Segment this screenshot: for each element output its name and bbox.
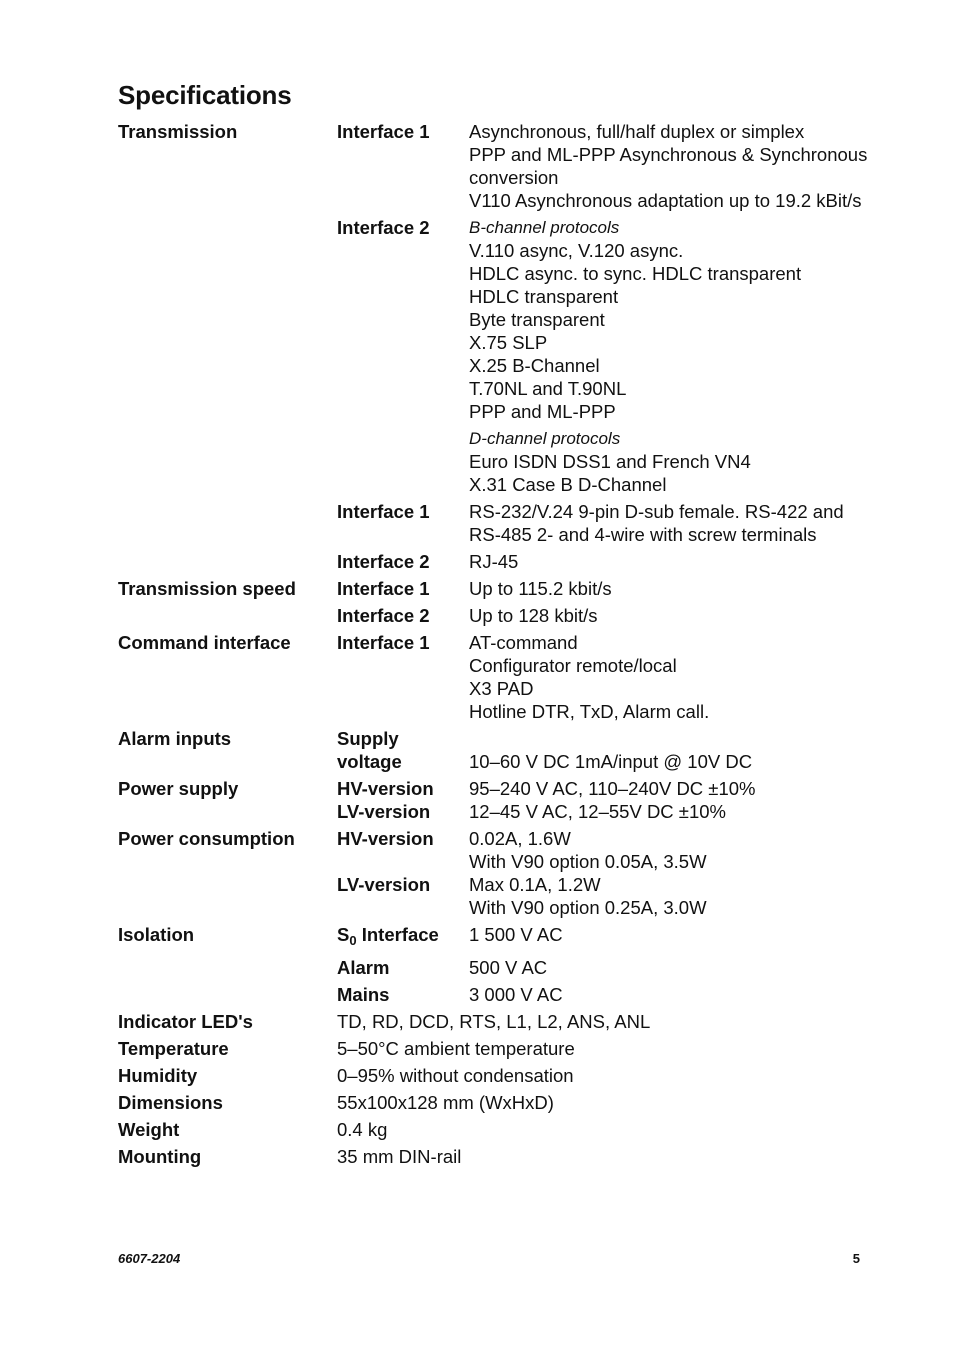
footer-doc-number: 6607-2204 [118, 1251, 181, 1266]
spec-row-transmission-interface-2 [118, 216, 868, 496]
spec-value [469, 216, 868, 496]
spec-category: Humidity [118, 1065, 198, 1086]
spec-row-humidity [118, 1064, 868, 1087]
spec-value-line: V110 Asynchronous adaptation up to 19.2 kBit/s [469, 190, 862, 211]
spec-value-line: T.70NL and T.90NL [469, 378, 627, 399]
spec-subcategory-line: Supply [337, 728, 399, 749]
s0-label-sub: 0 [349, 933, 357, 948]
spec-value: RJ-45 [469, 551, 519, 572]
spec-value: TD, RD, DCD, RTS, L1, L2, ANS, ANL [337, 1011, 651, 1032]
spec-value [469, 500, 868, 546]
spec-value: 35 mm DIN-rail [337, 1146, 462, 1167]
spacer-line [469, 727, 868, 750]
spec-subcategory-line: HV-version [337, 778, 434, 799]
spec-category: Command interface [118, 632, 291, 653]
spec-value-line: Configurator remote/local [469, 655, 677, 676]
spec-value [469, 727, 868, 773]
spec-value: 0.4 kg [337, 1119, 388, 1140]
spec-value-line: Max 0.1A, 1.2W [469, 874, 601, 895]
spec-category: Mounting [118, 1146, 202, 1167]
spec-value-line: Asynchronous, full/half duplex or simplex [469, 121, 805, 142]
spec-value-line: X3 PAD [469, 678, 534, 699]
spec-value [469, 120, 868, 212]
spec-row-connector-interface-2 [118, 550, 868, 573]
spec-value [469, 873, 868, 919]
spec-subcategory-line: voltage [337, 751, 402, 772]
spec-value-line: 95–240 V AC, 110–240V DC ±10% [469, 778, 756, 799]
spec-category: Indicator LED's [118, 1011, 253, 1032]
spec-row-connector-interface-1 [118, 500, 868, 546]
spec-value: Up to 128 kbit/s [469, 605, 598, 626]
spec-row-transmission-interface-1 [118, 120, 868, 212]
spec-row-power-consumption-hv [118, 827, 868, 873]
spec-value-line: Euro ISDN DSS1 and French VN4 [469, 451, 751, 472]
spec-row-isolation-mains [118, 983, 868, 1006]
spec-value-line: V.110 async, V.120 async. [469, 240, 684, 261]
spec-value: 1 500 V AC [469, 924, 563, 945]
spec-subcategory: HV-version [337, 828, 434, 849]
spec-value-line: AT-command [469, 632, 578, 653]
spec-row-power-consumption-lv [118, 873, 868, 919]
spec-value [469, 631, 868, 723]
spec-category: Weight [118, 1119, 180, 1140]
spec-value-line: X.25 B-Channel [469, 355, 600, 376]
spec-subcategory [337, 777, 469, 823]
spec-subcategory [337, 727, 469, 773]
spec-category [118, 216, 337, 496]
footer-page-number: 5 [852, 1251, 860, 1266]
spec-subcategory: Interface 2 [337, 217, 430, 238]
spec-value-line: RS-232/V.24 9-pin D-sub female. RS-422 and [469, 501, 844, 522]
spec-row-power-supply [118, 777, 868, 823]
spec-category [118, 956, 337, 979]
s0-label-main: S [337, 924, 350, 945]
spec-category: Temperature [118, 1038, 229, 1059]
spec-row-command-interface [118, 631, 868, 723]
spec-row-isolation-alarm [118, 956, 868, 979]
spec-subcategory: Alarm [337, 957, 390, 978]
spec-value-line: X.75 SLP [469, 332, 548, 353]
spec-category [118, 983, 337, 1006]
b-channel-heading: B-channel protocols [469, 218, 620, 237]
spec-value-line: conversion [469, 167, 559, 188]
spec-row-dimensions [118, 1091, 868, 1114]
spec-value-line: Hotline DTR, TxD, Alarm call. [469, 701, 710, 722]
spec-list [118, 120, 868, 1172]
spec-category: Transmission speed [118, 578, 296, 599]
spec-category [118, 604, 337, 627]
spec-value: 55x100x128 mm (WxHxD) [337, 1092, 554, 1113]
spec-subcategory: Interface 1 [337, 578, 430, 599]
spec-value: 0–95% without condensation [337, 1065, 574, 1086]
spec-subcategory-line: LV-version [337, 801, 431, 822]
spec-value [469, 827, 868, 873]
spec-value: 500 V AC [469, 957, 548, 978]
spec-value-line: X.31 Case B D-Channel [469, 474, 667, 495]
spec-value-line: With V90 option 0.05A, 3.5W [469, 851, 707, 872]
spec-value: 3 000 V AC [469, 984, 563, 1005]
spec-subcategory: Interface 1 [337, 632, 430, 653]
spec-value-line: 12–45 V AC, 12–55V DC ±10% [469, 801, 726, 822]
spec-category: Alarm inputs [118, 728, 232, 749]
spec-category [118, 873, 337, 919]
spec-category [118, 550, 337, 573]
spec-value-line: PPP and ML-PPP [469, 401, 616, 422]
spec-value: 5–50°C ambient temperature [337, 1038, 575, 1059]
spec-subcategory: Interface 2 [337, 605, 430, 626]
page-title: Specifications [118, 80, 292, 110]
spec-value-line: With V90 option 0.25A, 3.0W [469, 897, 707, 918]
spec-row-mounting [118, 1145, 868, 1168]
spec-subcategory: Interface 2 [337, 551, 430, 572]
spec-row-weight [118, 1118, 868, 1141]
spec-row-speed-interface-2 [118, 604, 868, 627]
spec-value-line: PPP and ML-PPP Asynchronous & Synchronous [469, 144, 868, 165]
spec-value-line: Byte transparent [469, 309, 605, 330]
spec-subcategory [337, 923, 469, 952]
spec-category: Isolation [118, 924, 195, 945]
spec-row-temperature [118, 1037, 868, 1060]
spec-category [118, 500, 337, 546]
spec-category: Transmission [118, 121, 238, 142]
spec-value-line: 0.02A, 1.6W [469, 828, 571, 849]
spec-value: Up to 115.2 kbit/s [469, 578, 612, 599]
spec-row-isolation-s0 [118, 923, 868, 952]
d-channel-heading: D-channel protocols [469, 429, 621, 448]
spec-subcategory: Interface 1 [337, 501, 430, 522]
spec-subcategory: LV-version [337, 874, 431, 895]
spec-row-speed-interface-1 [118, 577, 868, 600]
s0-label-rest: Interface [356, 924, 439, 945]
spec-category: Power supply [118, 778, 239, 799]
spec-category: Dimensions [118, 1092, 223, 1113]
spec-row-alarm-inputs [118, 727, 868, 773]
spec-subcategory: Interface 1 [337, 121, 430, 142]
spec-value-line: 10–60 V DC 1mA/input @ 10V DC [469, 751, 753, 772]
spec-subcategory: Mains [337, 984, 390, 1005]
spec-value [469, 777, 868, 823]
spec-category: Power consumption [118, 828, 295, 849]
spec-value-line: HDLC async. to sync. HDLC transparent [469, 263, 802, 284]
spec-value-line: HDLC transparent [469, 286, 619, 307]
spec-row-indicators [118, 1010, 868, 1033]
spec-value-line: RS-485 2- and 4-wire with screw terminals [469, 524, 817, 545]
